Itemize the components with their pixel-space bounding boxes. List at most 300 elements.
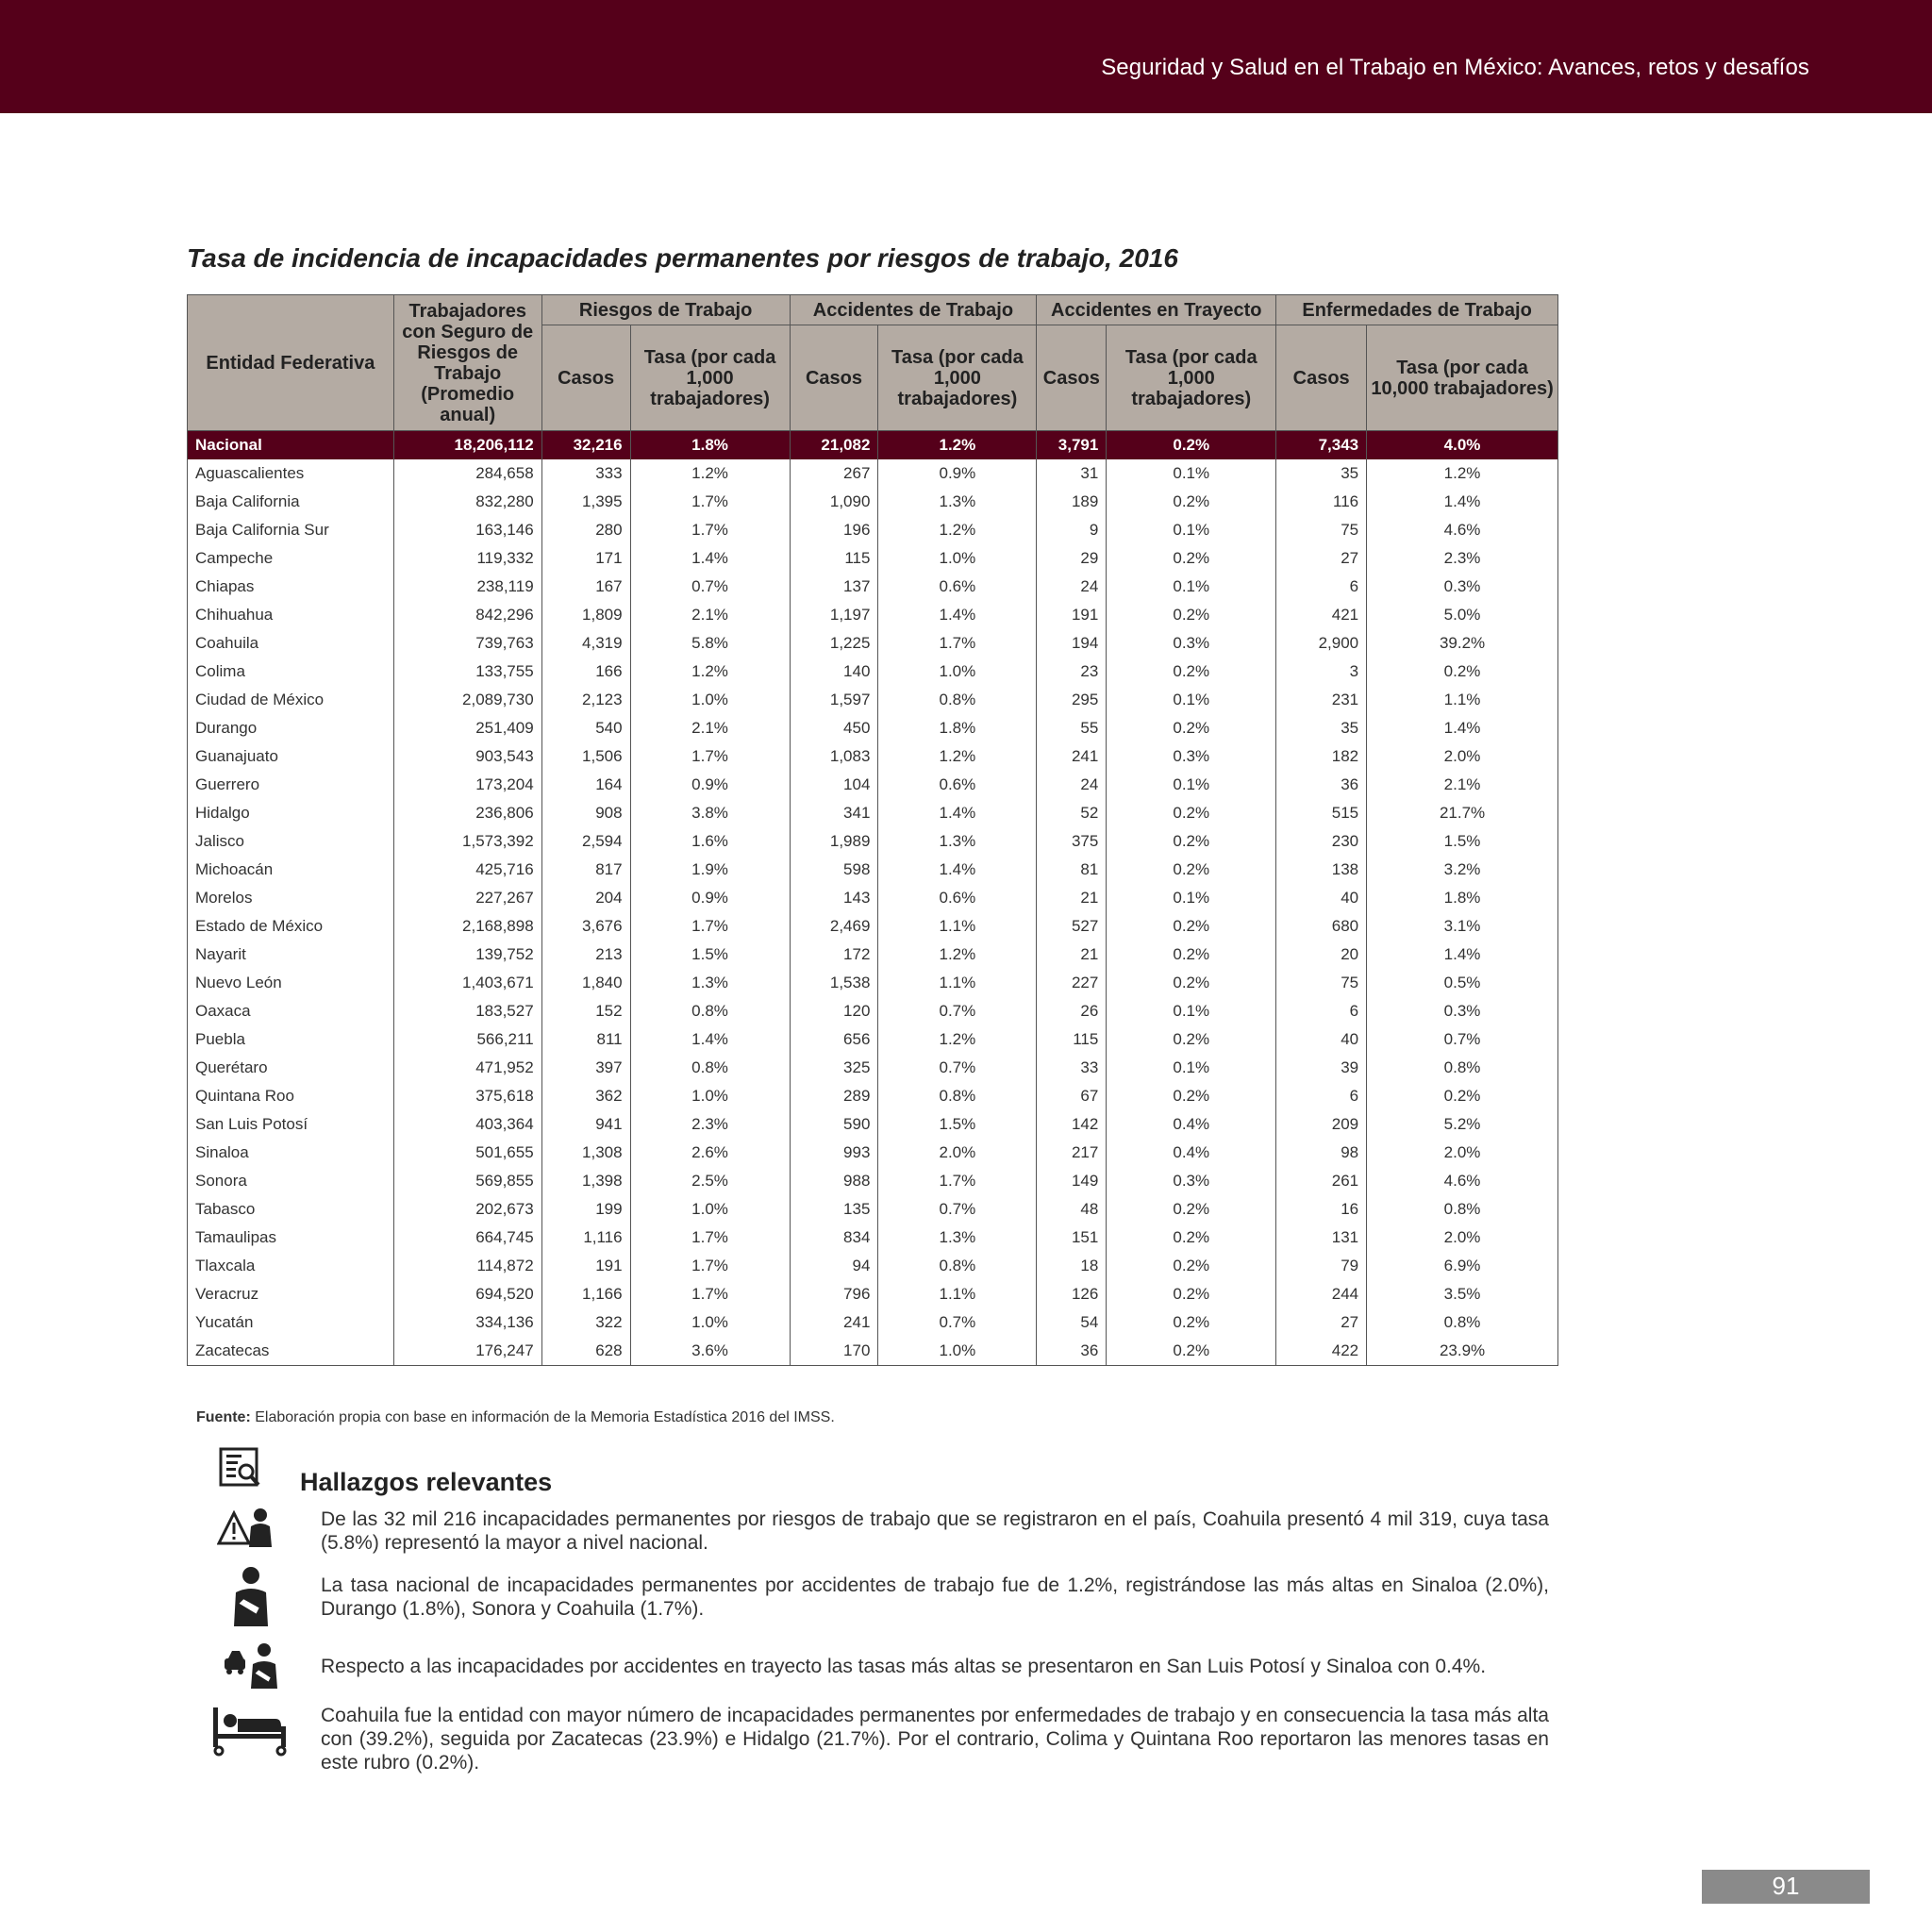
cell-value: 0.2% <box>1107 601 1276 629</box>
cell-value: 322 <box>541 1308 630 1337</box>
cell-value: 1.3% <box>878 488 1037 516</box>
table-row <box>188 686 1558 714</box>
cell-value: 32,216 <box>541 431 630 460</box>
cell-value: 425,716 <box>393 856 541 884</box>
header-casos: Casos <box>541 325 630 431</box>
cell-value: 284,658 <box>393 459 541 488</box>
cell-value: 261 <box>1276 1167 1367 1195</box>
header-tasa: Tasa (por cada 1,000 trabajadores) <box>630 325 790 431</box>
cell-value: 251,409 <box>393 714 541 742</box>
cell-value: 139,752 <box>393 941 541 969</box>
cell-entidad: Sinaloa <box>188 1139 394 1167</box>
cell-value: 0.2% <box>1107 969 1276 997</box>
cell-value: 1.5% <box>630 941 790 969</box>
cell-value: 191 <box>541 1252 630 1280</box>
cell-value: 138 <box>1276 856 1367 884</box>
cell-value: 6.9% <box>1367 1252 1558 1280</box>
cell-value: 191 <box>1037 601 1107 629</box>
cell-value: 227 <box>1037 969 1107 997</box>
cell-value: 0.2% <box>1107 941 1276 969</box>
cell-value: 0.2% <box>1107 827 1276 856</box>
cell-value: 21.7% <box>1367 799 1558 827</box>
cell-value: 680 <box>1276 912 1367 941</box>
cell-value: 267 <box>790 459 878 488</box>
header-casos: Casos <box>1276 325 1367 431</box>
cell-value: 137 <box>790 573 878 601</box>
header-tasa: Tasa (por cada 10,000 trabajadores) <box>1367 325 1558 431</box>
cell-value: 2,900 <box>1276 629 1367 658</box>
cell-entidad: Campeche <box>188 544 394 573</box>
table-row <box>188 1195 1558 1224</box>
cell-entidad: Nayarit <box>188 941 394 969</box>
cell-value: 1.1% <box>878 1280 1037 1308</box>
cell-value: 1.2% <box>1367 459 1558 488</box>
cell-value: 1.7% <box>630 1252 790 1280</box>
cell-value: 0.2% <box>1107 856 1276 884</box>
cell-value: 834 <box>790 1224 878 1252</box>
cell-value: 1.4% <box>878 856 1037 884</box>
cell-value: 289 <box>790 1082 878 1110</box>
cell-value: 1.1% <box>878 912 1037 941</box>
cell-value: 1.8% <box>878 714 1037 742</box>
cell-value: 656 <box>790 1025 878 1054</box>
cell-value: 2,089,730 <box>393 686 541 714</box>
cell-value: 1,573,392 <box>393 827 541 856</box>
cell-value: 1.7% <box>630 516 790 544</box>
cell-value: 0.2% <box>1107 714 1276 742</box>
cell-value: 1.2% <box>630 459 790 488</box>
cell-value: 2.3% <box>630 1110 790 1139</box>
cell-value: 1,403,671 <box>393 969 541 997</box>
table-row <box>188 1139 1558 1167</box>
cell-value: 2.5% <box>630 1167 790 1195</box>
cell-value: 1.5% <box>1367 827 1558 856</box>
cell-value: 0.7% <box>878 997 1037 1025</box>
cell-value: 739,763 <box>393 629 541 658</box>
cell-value: 0.7% <box>1367 1025 1558 1054</box>
cell-value: 3.2% <box>1367 856 1558 884</box>
table-row <box>188 912 1558 941</box>
cell-value: 988 <box>790 1167 878 1195</box>
table-row-nacional <box>188 431 1558 460</box>
cell-value: 0.2% <box>1107 1025 1276 1054</box>
cell-value: 1,597 <box>790 686 878 714</box>
cell-value: 0.4% <box>1107 1139 1276 1167</box>
cell-value: 2.0% <box>1367 742 1558 771</box>
table-row <box>188 997 1558 1025</box>
cell-value: 0.1% <box>1107 884 1276 912</box>
cell-value: 140 <box>790 658 878 686</box>
cell-value: 0.7% <box>630 573 790 601</box>
cell-entidad: Quintana Roo <box>188 1082 394 1110</box>
cell-value: 1,197 <box>790 601 878 629</box>
cell-value: 0.3% <box>1367 573 1558 601</box>
cell-value: 79 <box>1276 1252 1367 1280</box>
source-text: Elaboración propia con base en información de la Memoria Estadística 2016 del IMSS. <box>250 1409 835 1425</box>
cell-value: 194 <box>1037 629 1107 658</box>
cell-value: 31 <box>1037 459 1107 488</box>
cell-value: 5.8% <box>630 629 790 658</box>
cell-value: 993 <box>790 1139 878 1167</box>
header-casos: Casos <box>1037 325 1107 431</box>
cell-value: 152 <box>541 997 630 1025</box>
cell-value: 1.4% <box>1367 941 1558 969</box>
table-row <box>188 799 1558 827</box>
cell-value: 0.2% <box>1107 912 1276 941</box>
cell-value: 1.0% <box>630 1308 790 1337</box>
cell-value: 75 <box>1276 969 1367 997</box>
cell-value: 0.7% <box>878 1195 1037 1224</box>
cell-entidad: Estado de México <box>188 912 394 941</box>
cell-value: 36 <box>1276 771 1367 799</box>
cell-value: 1.7% <box>878 1167 1037 1195</box>
cell-value: 4.6% <box>1367 1167 1558 1195</box>
cell-value: 94 <box>790 1252 878 1280</box>
cell-value: 280 <box>541 516 630 544</box>
cell-value: 217 <box>1037 1139 1107 1167</box>
cell-value: 527 <box>1037 912 1107 941</box>
header-group-riesgos: Riesgos de Trabajo <box>541 295 790 325</box>
cell-value: 135 <box>790 1195 878 1224</box>
cell-value: 182 <box>1276 742 1367 771</box>
cell-entidad: Tlaxcala <box>188 1252 394 1280</box>
cell-value: 362 <box>541 1082 630 1110</box>
cell-value: 566,211 <box>393 1025 541 1054</box>
cell-entidad: Chiapas <box>188 573 394 601</box>
cell-entidad: Veracruz <box>188 1280 394 1308</box>
cell-value: 0.2% <box>1107 1195 1276 1224</box>
cell-value: 4.6% <box>1367 516 1558 544</box>
cell-value: 333 <box>541 459 630 488</box>
table-row <box>188 827 1558 856</box>
table-row <box>188 488 1558 516</box>
header-title: Seguridad y Salud en el Trabajo en México: Avances, retos y desafíos <box>1101 55 1809 80</box>
cell-value: 1.1% <box>1367 686 1558 714</box>
cell-value: 1.6% <box>630 827 790 856</box>
cell-entidad: Querétaro <box>188 1054 394 1082</box>
cell-value: 450 <box>790 714 878 742</box>
cell-entidad: Yucatán <box>188 1308 394 1337</box>
cell-value: 116 <box>1276 488 1367 516</box>
cell-value: 1,840 <box>541 969 630 997</box>
cell-value: 172 <box>790 941 878 969</box>
cell-value: 1.1% <box>878 969 1037 997</box>
cell-entidad: Puebla <box>188 1025 394 1054</box>
cell-value: 3 <box>1276 658 1367 686</box>
finding-item: Respecto a las incapacidades por accidentes en trayecto las tasas más altas se presentaron en San Luis Potosí y Sinaloa con 0.4%. <box>321 1656 1487 1677</box>
cell-entidad: Coahuila <box>188 629 394 658</box>
cell-entidad: Nacional <box>188 431 394 460</box>
finding-item: La tasa nacional de incapacidades permanentes por accidentes de trabajo fue de 1.2%, registrándose las más altas en Sinaloa (2.0%), Durango (1.8%), Sonora y Coahuila (1.7%). <box>321 1574 1549 1620</box>
cell-value: 81 <box>1037 856 1107 884</box>
cell-value: 1.0% <box>630 1195 790 1224</box>
cell-value: 295 <box>1037 686 1107 714</box>
cell-value: 189 <box>1037 488 1107 516</box>
cell-value: 0.1% <box>1107 1054 1276 1082</box>
cell-value: 18,206,112 <box>393 431 541 460</box>
cell-value: 2,469 <box>790 912 878 941</box>
cell-value: 244 <box>1276 1280 1367 1308</box>
cell-value: 1,090 <box>790 488 878 516</box>
cell-value: 1.2% <box>878 431 1037 460</box>
cell-value: 422 <box>1276 1337 1367 1366</box>
cell-value: 39 <box>1276 1054 1367 1082</box>
cell-value: 23.9% <box>1367 1337 1558 1366</box>
cell-value: 1.8% <box>630 431 790 460</box>
table-row <box>188 1224 1558 1252</box>
cell-value: 1.2% <box>630 658 790 686</box>
cell-value: 48 <box>1037 1195 1107 1224</box>
cell-value: 540 <box>541 714 630 742</box>
cell-entidad: Nuevo León <box>188 969 394 997</box>
cell-value: 0.1% <box>1107 997 1276 1025</box>
table-row <box>188 1280 1558 1308</box>
cell-value: 1.0% <box>878 544 1037 573</box>
cell-value: 27 <box>1276 544 1367 573</box>
cell-value: 0.8% <box>878 1252 1037 1280</box>
finding-item: De las 32 mil 216 incapacidades permanentes por riesgos de trabajo que se registraron en el país, Coahuila presentó 4 mil 319, cuya tasa (5.8%) representó la mayor a nivel nacional. <box>321 1508 1549 1554</box>
cell-value: 18 <box>1037 1252 1107 1280</box>
cell-value: 39.2% <box>1367 629 1558 658</box>
cell-value: 0.2% <box>1107 431 1276 460</box>
cell-value: 0.8% <box>878 1082 1037 1110</box>
cell-entidad: Tabasco <box>188 1195 394 1224</box>
cell-value: 35 <box>1276 459 1367 488</box>
cell-value: 230 <box>1276 827 1367 856</box>
cell-value: 0.1% <box>1107 516 1276 544</box>
cell-value: 173,204 <box>393 771 541 799</box>
cell-value: 2,123 <box>541 686 630 714</box>
cell-value: 590 <box>790 1110 878 1139</box>
cell-value: 238,119 <box>393 573 541 601</box>
cell-value: 0.8% <box>630 997 790 1025</box>
cell-value: 241 <box>790 1308 878 1337</box>
cell-value: 1,989 <box>790 827 878 856</box>
cell-value: 27 <box>1276 1308 1367 1337</box>
cell-value: 149 <box>1037 1167 1107 1195</box>
cell-value: 6 <box>1276 1082 1367 1110</box>
table-row <box>188 1025 1558 1054</box>
cell-value: 0.8% <box>1367 1054 1558 1082</box>
cell-value: 664,745 <box>393 1224 541 1252</box>
cell-value: 5.2% <box>1367 1110 1558 1139</box>
cell-value: 166 <box>541 658 630 686</box>
cell-value: 3,791 <box>1037 431 1107 460</box>
cell-value: 2.0% <box>878 1139 1037 1167</box>
cell-value: 1,398 <box>541 1167 630 1195</box>
cell-value: 375,618 <box>393 1082 541 1110</box>
cell-value: 0.6% <box>878 884 1037 912</box>
source-note <box>196 1409 835 1426</box>
cell-value: 1,225 <box>790 629 878 658</box>
cell-value: 55 <box>1037 714 1107 742</box>
cell-value: 1.0% <box>878 1337 1037 1366</box>
cell-value: 2.3% <box>1367 544 1558 573</box>
cell-value: 0.3% <box>1107 1167 1276 1195</box>
cell-value: 114,872 <box>393 1252 541 1280</box>
cell-value: 16 <box>1276 1195 1367 1224</box>
cell-value: 515 <box>1276 799 1367 827</box>
cell-value: 0.9% <box>878 459 1037 488</box>
cell-entidad: Guanajuato <box>188 742 394 771</box>
table-row <box>188 629 1558 658</box>
header-group-enfermedades: Enfermedades de Trabajo <box>1276 295 1558 325</box>
cell-value: 24 <box>1037 573 1107 601</box>
table-row <box>188 856 1558 884</box>
page-number: 91 <box>1772 1872 1800 1900</box>
page-header <box>0 0 1932 113</box>
cell-value: 0.3% <box>1367 997 1558 1025</box>
cell-value: 163,146 <box>393 516 541 544</box>
cell-value: 21 <box>1037 884 1107 912</box>
cell-value: 903,543 <box>393 742 541 771</box>
cell-value: 26 <box>1037 997 1107 1025</box>
header-trabajadores: Trabajadores con Seguro de Riesgos de Trabajo (Promedio anual) <box>393 295 541 431</box>
cell-value: 119,332 <box>393 544 541 573</box>
cell-entidad: Baja California Sur <box>188 516 394 544</box>
cell-value: 0.1% <box>1107 771 1276 799</box>
cell-value: 0.2% <box>1107 1308 1276 1337</box>
cell-value: 0.9% <box>630 771 790 799</box>
cell-value: 24 <box>1037 771 1107 799</box>
cell-value: 341 <box>790 799 878 827</box>
table-row <box>188 884 1558 912</box>
cell-value: 1.0% <box>630 686 790 714</box>
cell-value: 842,296 <box>393 601 541 629</box>
cell-value: 908 <box>541 799 630 827</box>
cell-value: 375 <box>1037 827 1107 856</box>
cell-value: 2.0% <box>1367 1224 1558 1252</box>
cell-value: 397 <box>541 1054 630 1082</box>
finding-item: Coahuila fue la entidad con mayor número de incapacidades permanentes por enfermedades de trabajo y en consecuencia la tasa más alta con (39.2%), seguida por Zacatecas (23.9%) e Hidalgo (21.7%). Por el contrario, Colima y Quintana Roo reportaron las menores tasas en este rubro (0.2%). <box>321 1705 1549 1774</box>
cell-value: 1.3% <box>878 827 1037 856</box>
cell-value: 115 <box>1037 1025 1107 1054</box>
cell-value: 0.8% <box>1367 1308 1558 1337</box>
cell-value: 694,520 <box>393 1280 541 1308</box>
cell-value: 176,247 <box>393 1337 541 1366</box>
cell-value: 0.1% <box>1107 459 1276 488</box>
header-tasa: Tasa (por cada 1,000 trabajadores) <box>1107 325 1276 431</box>
cell-value: 0.2% <box>1367 658 1558 686</box>
cell-value: 171 <box>541 544 630 573</box>
cell-value: 170 <box>790 1337 878 1366</box>
report-search-icon <box>217 1445 266 1494</box>
cell-value: 5.0% <box>1367 601 1558 629</box>
cell-value: 40 <box>1276 1025 1367 1054</box>
cell-value: 1.2% <box>878 941 1037 969</box>
cell-value: 4,319 <box>541 629 630 658</box>
cell-value: 213 <box>541 941 630 969</box>
injured-arm-person-icon <box>225 1566 277 1628</box>
header-group-accidentes: Accidentes de Trabajo <box>790 295 1037 325</box>
cell-value: 1,506 <box>541 742 630 771</box>
cell-value: 21 <box>1037 941 1107 969</box>
cell-entidad: Sonora <box>188 1167 394 1195</box>
table-row <box>188 459 1558 488</box>
cell-value: 421 <box>1276 601 1367 629</box>
header-entidad: Entidad Federativa <box>188 295 394 431</box>
cell-value: 0.2% <box>1367 1082 1558 1110</box>
cell-value: 1,166 <box>541 1280 630 1308</box>
table-row <box>188 714 1558 742</box>
header-tasa: Tasa (por cada 1,000 trabajadores) <box>878 325 1037 431</box>
cell-value: 1,083 <box>790 742 878 771</box>
cell-value: 1,538 <box>790 969 878 997</box>
cell-value: 1.7% <box>630 488 790 516</box>
cell-value: 7,343 <box>1276 431 1367 460</box>
cell-value: 1.4% <box>1367 714 1558 742</box>
cell-value: 0.9% <box>630 884 790 912</box>
commute-accident-icon <box>223 1641 281 1690</box>
cell-value: 1.7% <box>878 629 1037 658</box>
cell-value: 0.2% <box>1107 1082 1276 1110</box>
cell-value: 1.3% <box>878 1224 1037 1252</box>
header-casos: Casos <box>790 325 878 431</box>
cell-value: 1.7% <box>630 1224 790 1252</box>
cell-entidad: Baja California <box>188 488 394 516</box>
table-row <box>188 1054 1558 1082</box>
cell-value: 0.6% <box>878 771 1037 799</box>
findings-title: Hallazgos relevantes <box>300 1468 553 1496</box>
cell-value: 0.4% <box>1107 1110 1276 1139</box>
table-row <box>188 601 1558 629</box>
cell-value: 33 <box>1037 1054 1107 1082</box>
cell-value: 142 <box>1037 1110 1107 1139</box>
cell-value: 1.2% <box>878 1025 1037 1054</box>
cell-value: 67 <box>1037 1082 1107 1110</box>
cell-value: 231 <box>1276 686 1367 714</box>
cell-value: 131 <box>1276 1224 1367 1252</box>
cell-entidad: Michoacán <box>188 856 394 884</box>
cell-value: 75 <box>1276 516 1367 544</box>
hospital-bed-icon <box>209 1704 291 1757</box>
cell-value: 21,082 <box>790 431 878 460</box>
table-row <box>188 969 1558 997</box>
cell-value: 817 <box>541 856 630 884</box>
cell-entidad: Durango <box>188 714 394 742</box>
cell-value: 151 <box>1037 1224 1107 1252</box>
cell-value: 1.3% <box>630 969 790 997</box>
cell-value: 1,116 <box>541 1224 630 1252</box>
cell-value: 202,673 <box>393 1195 541 1224</box>
cell-value: 2,594 <box>541 827 630 856</box>
cell-value: 241 <box>1037 742 1107 771</box>
cell-value: 0.8% <box>630 1054 790 1082</box>
cell-value: 0.5% <box>1367 969 1558 997</box>
cell-value: 403,364 <box>393 1110 541 1139</box>
cell-value: 164 <box>541 771 630 799</box>
cell-entidad: Morelos <box>188 884 394 912</box>
table-row <box>188 771 1558 799</box>
cell-value: 2.6% <box>630 1139 790 1167</box>
cell-value: 0.3% <box>1107 629 1276 658</box>
cell-value: 628 <box>541 1337 630 1366</box>
cell-value: 3.1% <box>1367 912 1558 941</box>
cell-value: 120 <box>790 997 878 1025</box>
cell-value: 2.0% <box>1367 1139 1558 1167</box>
cell-value: 0.8% <box>1367 1195 1558 1224</box>
cell-value: 0.2% <box>1107 1337 1276 1366</box>
cell-value: 126 <box>1037 1280 1107 1308</box>
source-label: Fuente: <box>196 1409 251 1425</box>
cell-value: 0.2% <box>1107 1280 1276 1308</box>
cell-value: 0.2% <box>1107 1252 1276 1280</box>
cell-value: 941 <box>541 1110 630 1139</box>
cell-value: 115 <box>790 544 878 573</box>
cell-value: 20 <box>1276 941 1367 969</box>
cell-value: 52 <box>1037 799 1107 827</box>
cell-value: 325 <box>790 1054 878 1082</box>
